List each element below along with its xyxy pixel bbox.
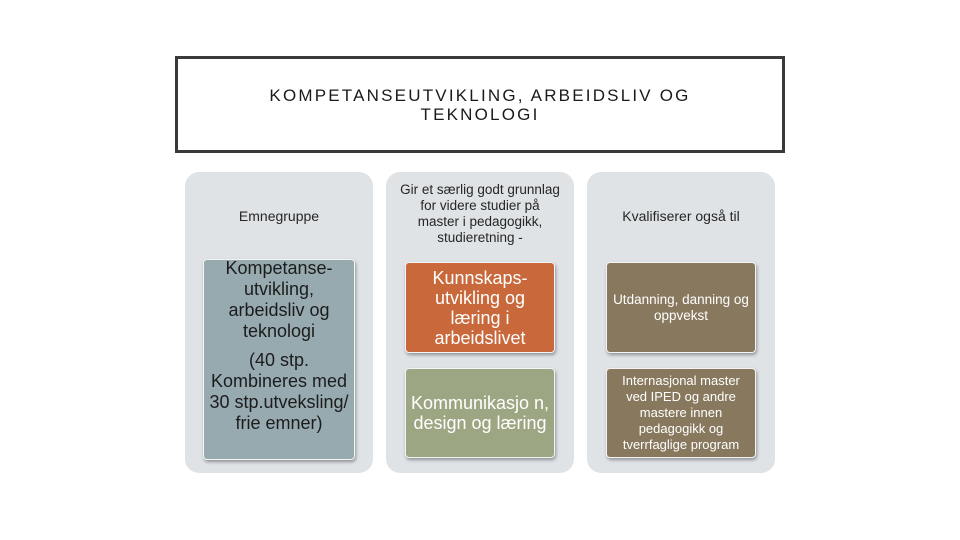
qualifies-option-label: Utdanning, danning og oppvekst — [613, 291, 749, 323]
master-option-label: Kommunikasjo n, design og læring — [410, 393, 550, 433]
master-option-label: Kunnskaps-utvikling og læring i arbeidslivet — [432, 267, 528, 348]
master-option-kommunikasjon — [405, 368, 555, 458]
title-box — [175, 56, 785, 153]
course-group-credits: (40 stp. Kombineres med 30 stp.utveksling/ frie emner) — [209, 350, 349, 433]
column-header-kvalifiserer: Kvalifiserer også til — [622, 208, 740, 224]
diagram-title: KOMPETANSEUTVIKLING, ARBEIDSLIV OG TEKNOLOGI — [269, 85, 691, 124]
master-option-kunnskapsutvikling — [405, 262, 555, 353]
qualifies-option-label: Internasjonal master ved IPED og andre mastere innen pedagogikk og tverrfaglige program — [622, 373, 740, 452]
qualifies-option-internasjonal — [606, 368, 756, 458]
course-group-box — [203, 259, 355, 460]
qualifies-option-utdanning — [606, 262, 756, 353]
column-header-master: Gir et særlig godt grunnlag for videre studier på master i pedagogikk, studieretning - — [400, 182, 560, 245]
course-group-name: Kompetanse-utvikling, arbeidsliv og teknologi — [225, 259, 333, 341]
column-header-emnegruppe: Emnegruppe — [238, 208, 320, 224]
